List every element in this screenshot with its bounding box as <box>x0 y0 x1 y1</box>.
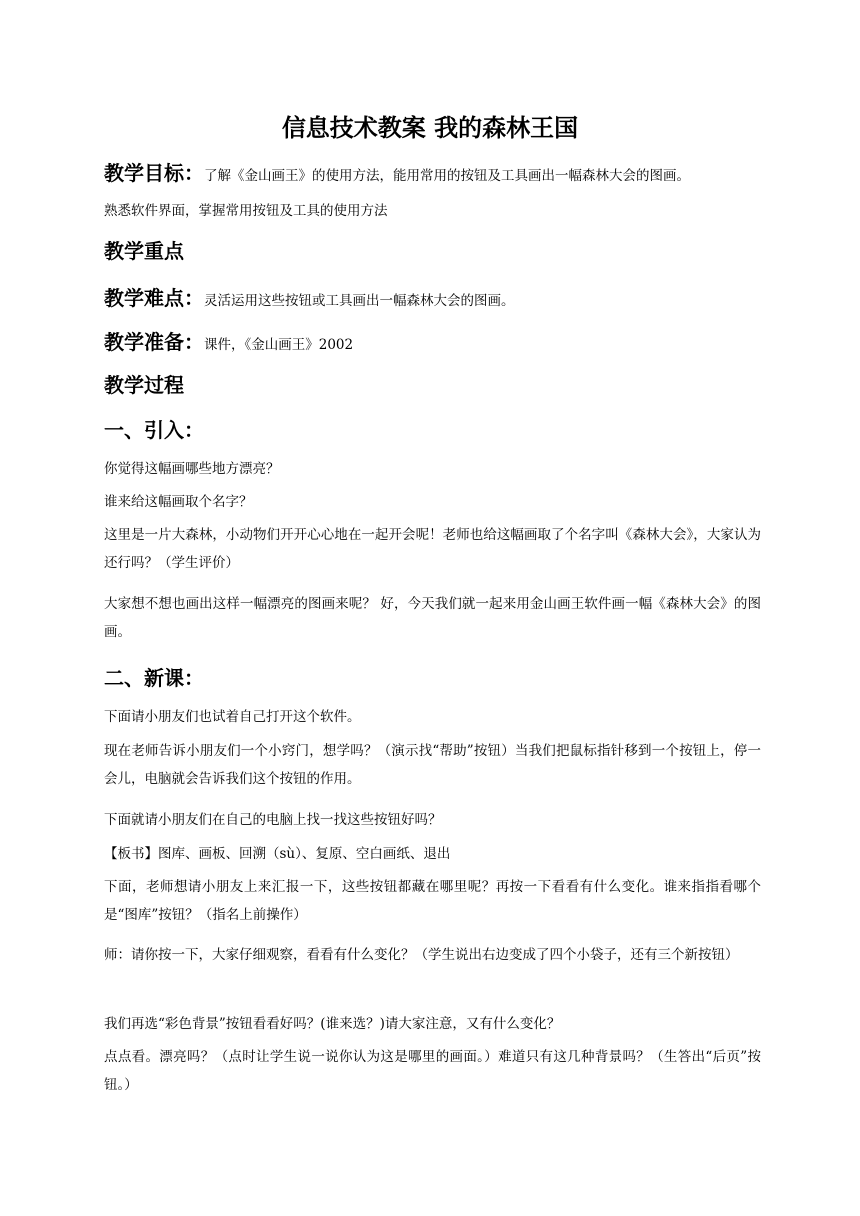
paragraph: 下面就请小朋友们在自己的电脑上找一找这些按钮好吗？ <box>104 812 442 828</box>
paragraph: 点点看。漂亮吗？（点时让学生说一说你认为这是哪里的画面。）难道只有这几种背景吗？（生答出“后页”按钮。） <box>104 1049 761 1093</box>
difficulties-label: 教学难点： <box>104 286 204 310</box>
paragraph: 现在老师告诉小朋友们一个小窍门，想学吗？（演示找“帮助”按钮）当我们把鼠标指针移到一个按钮上，停一会儿，电脑就会告诉我们这个按钮的作用。 <box>104 743 761 787</box>
paragraph: 【板书】图库、画板、回溯（sù）、复原、空白画纸、退出 <box>104 846 451 862</box>
preparation-line <box>104 327 353 360</box>
paragraph: 大家想不想也画出这样一幅漂亮的图画来呢？ 好，今天我们就一起来用金山画王软件画一幅《森林大会》的图画。 <box>104 596 761 640</box>
paragraph: 下面请小朋友们也试着自己打开这个软件。 <box>104 709 361 725</box>
objectives-text: 了解《金山画王》的使用方法，能用常用的按钮及工具画出一幅森林大会的图画。 <box>204 168 690 184</box>
key-points-heading: 教学重点 <box>104 239 184 263</box>
section-intro-heading: 一、引入： <box>104 418 204 442</box>
paragraph: 谁来给这幅画取个名字？ <box>104 494 253 510</box>
paragraph: 下面，老师想请小朋友上来汇报一下，这些按钮都藏在哪里呢？再按一下看看有什么变化。谁来指指看哪个是“图库”按钮？（指名上前操作） <box>104 879 761 923</box>
process-heading: 教学过程 <box>104 373 184 397</box>
difficulties-line <box>104 283 515 316</box>
difficulties-text: 灵活运用这些按钮或工具画出一幅森林大会的图画。 <box>204 293 515 309</box>
objectives-line <box>104 158 690 191</box>
objectives-label: 教学目标： <box>104 161 204 185</box>
preparation-label: 教学准备： <box>104 330 204 354</box>
section-newlesson-heading: 二、新课： <box>104 666 204 690</box>
paragraph: 师：请你按一下，大家仔细观察，看看有什么变化？（学生说出右边变成了四个小袋子，还有三个新按钮） <box>104 947 739 963</box>
preparation-text: 课件，《金山画王》2002 <box>204 337 354 353</box>
objectives-text-continued: 熟悉软件界面，掌握常用按钮及工具的使用方法 <box>104 203 388 219</box>
paragraph: 我们再选“彩色背景”按钮看看好吗？(谁来选？)请大家注意，又有什么变化？ <box>104 1016 561 1032</box>
document-title: 信息技术教案 我的森林王国 <box>281 114 579 142</box>
paragraph: 你觉得这幅画哪些地方漂亮？ <box>104 461 280 477</box>
paragraph: 这里是一片大森林，小动物们开开心心地在一起开会呢！老师也给这幅画取了个名字叫《森林大会》，大家认为还行吗？（学生评价） <box>104 527 761 571</box>
